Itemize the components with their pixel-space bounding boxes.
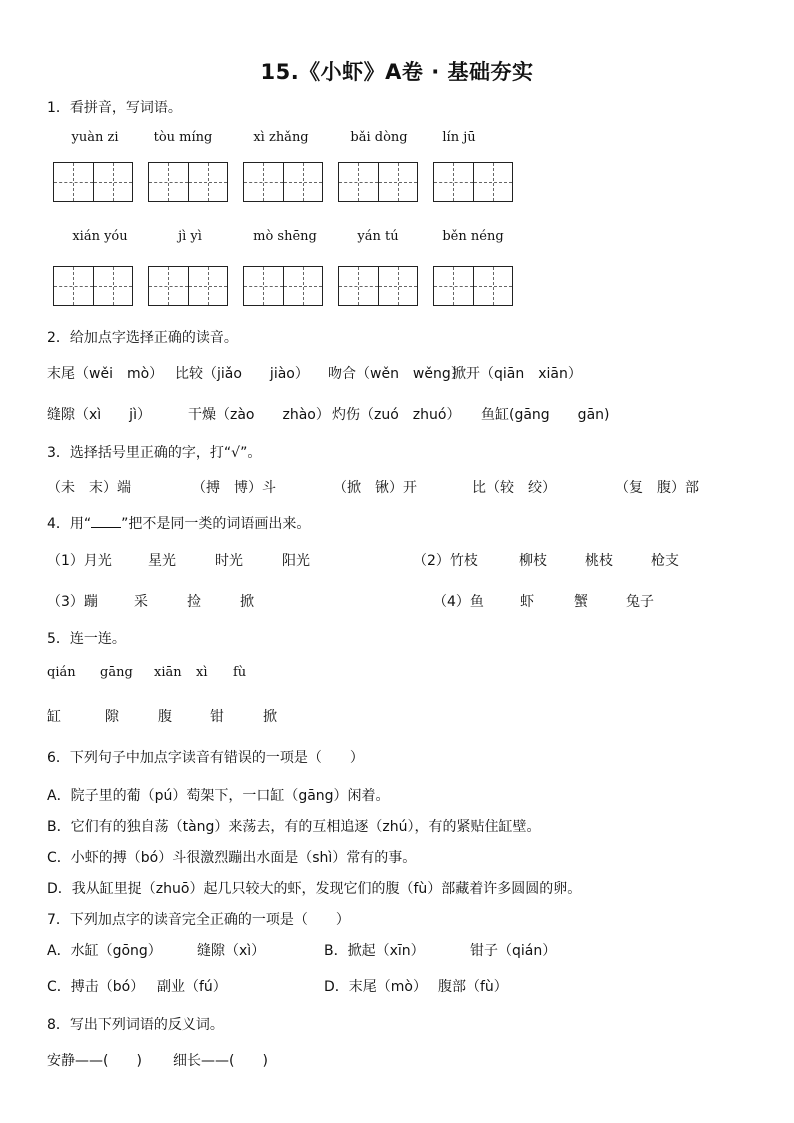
q7-c-2: 副业（fú）: [157, 979, 227, 995]
q7-a-2: 缝隙（xì）: [197, 943, 266, 959]
q5-pinyin-5: fù: [233, 665, 247, 680]
q1-pinyin-5: lín jū: [442, 130, 476, 145]
q3-label: 3．选择括号里正确的字，打“√”。: [47, 445, 262, 461]
q2-item-3: 吻合（wěn wěng）: [328, 366, 465, 382]
q7-a-1: A．水缸（gōng）: [47, 943, 162, 959]
q7-b-1: B．掀起（xīn）: [324, 943, 425, 959]
q4-g2-4: 枪支: [651, 553, 679, 569]
q4-g2-1: （2）竹枝: [413, 553, 478, 569]
q4-g2-2: 柳枝: [519, 553, 547, 569]
q5-char-3: 腹: [158, 709, 172, 725]
q5-char-5: 掀: [263, 709, 277, 725]
q6-label: 6．下列句子中加点字读音有错误的一项是（ ）: [47, 750, 364, 766]
q1-writing-grid-2[interactable]: [148, 162, 228, 202]
q5-pinyin-4: xì: [196, 665, 208, 680]
q4-g2-3: 桃枝: [585, 553, 613, 569]
q4-g4-1: （4）鱼: [433, 594, 484, 610]
q1-pinyin-7: jì yì: [178, 229, 202, 244]
q2-item-6: 干燥（zào zhào）: [188, 407, 330, 423]
q1-writing-grid-4[interactable]: [338, 162, 418, 202]
q7-label: 7．下列加点字的读音完全正确的一项是（ ）: [47, 912, 350, 928]
q8-label: 8．写出下列词语的反义词。: [47, 1017, 224, 1033]
q1-pinyin-2: tòu míng: [153, 130, 213, 145]
q1-writing-grid-8[interactable]: [243, 266, 323, 306]
underline-blank: [91, 515, 121, 528]
q1-writing-grid-6[interactable]: [53, 266, 133, 306]
q2-item-7: 灼伤（zuó zhuó）: [332, 407, 461, 423]
q2-label: 2．给加点字选择正确的读音。: [47, 330, 238, 346]
q8-item-1: 安静——( ): [47, 1053, 142, 1069]
q7-c-1: C．搏击（bó）: [47, 979, 145, 995]
q1-writing-grid-3[interactable]: [243, 162, 323, 202]
q1-pinyin-4: bǎi dòng: [350, 130, 408, 145]
q4-g4-3: 蟹: [574, 594, 588, 610]
q7-d-2: 腹部（fù）: [438, 979, 508, 995]
q5-char-1: 缸: [47, 709, 61, 725]
q4-g4-4: 兔子: [626, 594, 654, 610]
q1-pinyin-1: yuàn zi: [71, 130, 119, 145]
q3-item-5: （复 腹）部: [615, 480, 699, 496]
q4-g1-1: （1）月光: [47, 553, 112, 569]
q3-item-3: （掀 锹）开: [333, 480, 417, 496]
q4-g1-2: 星光: [148, 553, 176, 569]
q5-pinyin-2: gāng: [100, 665, 133, 680]
q6-option-b: B．它们有的独自荡（tàng）来荡去，有的互相追逐（zhú），有的紧贴住缸壁。: [47, 819, 541, 835]
q4-g1-3: 时光: [215, 553, 243, 569]
q3-item-1: （未 末）端: [47, 480, 131, 496]
q2-item-4: 掀开（qiān xiān）: [452, 366, 582, 382]
q4-g4-2: 虾: [520, 594, 534, 610]
q5-char-4: 钳: [210, 709, 224, 725]
q2-item-1: 末尾（wěi mò）: [47, 366, 164, 382]
q1-writing-grid-1[interactable]: [53, 162, 133, 202]
q1-pinyin-10: běn néng: [442, 229, 504, 244]
q5-char-2: 隙: [105, 709, 119, 725]
q5-pinyin-1: qián: [47, 665, 76, 680]
q1-writing-grid-10[interactable]: [433, 266, 513, 306]
q5-pinyin-3: xiān: [154, 665, 182, 680]
q4-label: 4．用“ ”把不是同一类的词语画出来。: [47, 516, 311, 532]
q3-item-2: （搏 博）斗: [192, 480, 276, 496]
q4-g3-2: 采: [134, 594, 148, 610]
q1-pinyin-3: xì zhǎng: [253, 130, 309, 145]
q4-g1-4: 阳光: [282, 553, 310, 569]
q6-option-c: C．小虾的搏（bó）斗很激烈蹦出水面是（shì）常有的事。: [47, 850, 417, 866]
q6-option-a: A．院子里的葡（pú）萄架下，一口缸（gāng）闲着。: [47, 788, 390, 804]
q4-g3-4: 掀: [240, 594, 254, 610]
q1-writing-grid-5[interactable]: [433, 162, 513, 202]
q6-option-d: D．我从缸里捉（zhuō）起几只较大的虾，发现它们的腹（fù）部藏着许多圆圆的卵。: [47, 881, 582, 897]
q1-pinyin-8: mò shēng: [253, 229, 317, 244]
q5-label: 5．连一连。: [47, 631, 126, 647]
q7-b-2: 钳子（qián）: [470, 943, 557, 959]
q8-item-2: 细长——( ): [173, 1053, 268, 1069]
q1-pinyin-6: xián yóu: [72, 229, 128, 244]
q2-item-2: 比较（jiǎo jiào）: [175, 366, 309, 382]
q4-g3-1: （3）蹦: [47, 594, 98, 610]
q1-label: 1．看拼音，写词语。: [47, 100, 182, 116]
page-title: 15.《小虾》A卷 · 基础夯实: [260, 60, 534, 84]
q1-pinyin-9: yán tú: [357, 229, 399, 244]
q7-d-1: D．末尾（mò）: [324, 979, 427, 995]
q1-writing-grid-9[interactable]: [338, 266, 418, 306]
q2-item-8: 鱼缸(gāng gān): [481, 407, 610, 423]
q4-g3-3: 捡: [187, 594, 201, 610]
q3-item-4: 比（较 绞）: [472, 480, 556, 496]
q2-item-5: 缝隙（xì jì）: [47, 407, 151, 423]
q1-writing-grid-7[interactable]: [148, 266, 228, 306]
